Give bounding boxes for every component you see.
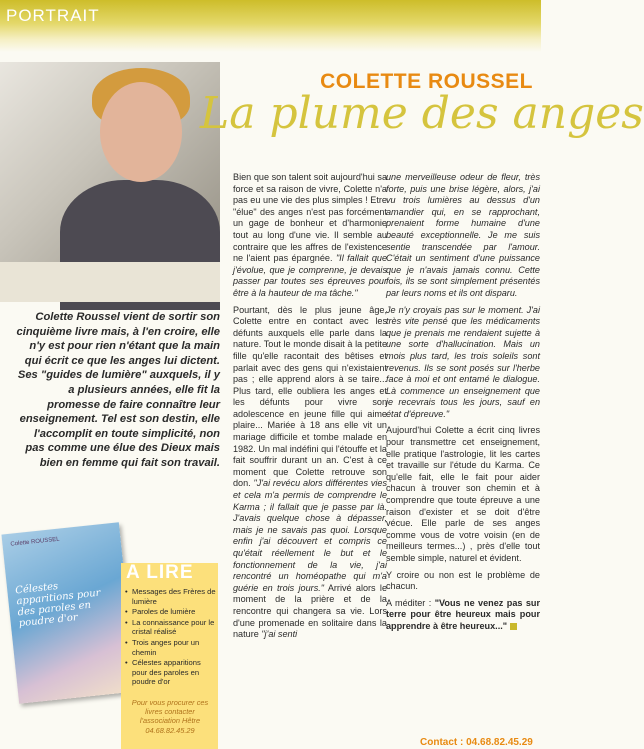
- book-cover: [1, 522, 136, 703]
- list-item: • Célestes apparitions pour des paroles en poudre d'or: [125, 658, 217, 687]
- quote: "j'ai senti: [261, 629, 298, 640]
- portrait-photo: [0, 62, 220, 294]
- article-subject-name: COLETTE ROUSSEL: [320, 70, 533, 93]
- end-mark: [510, 623, 517, 630]
- article-column-2: [386, 172, 540, 638]
- photo-table: [0, 262, 220, 302]
- quote-paragraph: Je n'y croyais pas sur le moment. J'ai très vite pensé que les médicaments que je prenais me rendaient sujette à une sorte d'hallucination. Mais un mois plus tard, les trois soleils sont revenus. Ils se sont posés sur l'herbe face à moi et ont entamé le dialogue. Là commence un enseignement que je recevrais tous les jours, sauf en état d'épreuve.": [386, 304, 540, 419]
- paragraph: A méditer : "Vous ne venez pas sur terre pour être heureux mais pour apprendre à être heureux...": [386, 597, 541, 631]
- reading-list-heading: A LIRE: [126, 562, 194, 583]
- quote-paragraph: une merveilleuse odeur de fleur, très forte, puis une brise légère, alors, j'ai vu trois lumières au dessus d'un amandier qui, en se rapprochant, prenaient forme humaine d'une beauté exceptionnelle. Je me suis sentie transcendée par l'amour. C'était un sentiment d'une puissance que je n'avais jamais connu. Cette fois, ils se sont simplement présentés par leurs noms et ils ont disparu.: [386, 172, 540, 298]
- reading-list-box: [121, 563, 218, 749]
- quote: "Il fallait que j'évolue, que je comprenne, je devais passer par toutes ses épreuves pour être à la hauteur de ma tâche.": [233, 253, 387, 298]
- list-item: • Messages des Frères de lumière: [125, 587, 217, 606]
- list-item: • Paroles de lumière: [125, 607, 217, 617]
- paragraph: Pourtant, dès le plus jeune âge, Colette entre en contact avec les défunts auxquels elle parle dans la nature. Tout le monde disait à la petite fille qu'elle racontait des bêtises et parlait avec des gens qui n'existaient pas ; elle apprend alors à se taire... Plus tard, elle oubliera les anges et les défunts pour vivre son adolescence en jeune fille qui aime plaire... Mariée à 18 ans elle vit un mariage difficile et tombe malade en 1982. Un mal indéfini qui l'étouffe et la fait souffrir durant un an. C'est à ce moment que Colette retrouve son don. "J'ai revécu alors différentes vies et cela m'a permis de comprendre le Karma ; il fallait que je passe par là. J'avais quelque chose à dépasser, mais je ne savais pas quoi. Lorsque enfin j'ai découvert et compris ce qu'était réellement le but et le fonctionnement de la vie, j'ai rencontré un homéopathe qui m'a guérie en trois jours." Arrivé alors le moment de la prière et de la rencontre qui changera sa vie. Lors d'une promenade en solitaire dans la nature "j'ai senti: [233, 304, 387, 640]
- contact-footer: Contact : 04.68.82.45.29: [420, 737, 533, 748]
- list-item: • La connaissance pour le cristal réalisé: [125, 618, 217, 637]
- article-title: La plume des anges: [200, 88, 644, 139]
- paragraph: Y croire ou non est le problème de chacun.: [386, 569, 540, 592]
- quote: "J'ai revécu alors différentes vies et cela m'a permis de comprendre le Karma ; il fallait que je passe par là. J'avais quelque chose à dépasser, mais je ne savais pas quoi. Lorsque enfin j'ai découvert et compris ce qu'était réellement le but et le fonctionnement de la vie, j'ai rencontré un homéopathe qui m'a guérie en trois jours.": [233, 478, 387, 593]
- article-lead: Colette Roussel vient de sortir son cinquième livre mais, à l'en croire, elle n'y est pour rien n'étant que la main qui écrit ce que les anges lui dictent. Ses "guides de lumière" auxquels, il y a plusieurs années, elle fit la promesse de faire connaître leur enseignement. Tel est son destin, elle l'accomplit en toute simplicité, non pas comme une élue des Dieux mais bien en femme qui fait son travail.: [16, 311, 220, 469]
- reading-list: [125, 587, 217, 688]
- section-label: PORTRAIT: [6, 6, 100, 25]
- book-author: Colette ROUSSEL: [10, 536, 60, 548]
- book-title: Célestes apparitions pour des paroles en poudre d'or: [14, 581, 102, 630]
- paragraph: Aujourd'hui Colette a écrit cinq livres pour transmettre cet enseignement, elle pratique l'astrologie, lit les cartes et travaille sur l'étude du Karma. Ce qu'elle fait, elle le fait pour aider chacun à trouver son chemin et à comprendre que toute épreuve a une raison d'exister et se doit d'être vécue. Elle parle de ses anges comme vous de votre voisin (en de meilleurs termes...) , près d'elle tout semble simple, naturel et évident.: [386, 425, 540, 563]
- paragraph: Bien que son talent soit aujourd'hui sa force et sa raison de vivre, Colette n'a pas eu une vie des plus simples ! Etre "élue" des anges n'est pas forcément un gage de bonheur et d'harmonie tout au long d'une vie. Il semble au contraire que les affres de l'existence ne l'aient pas épargnée. "Il fallait que j'évolue, que je comprenne, je devais passer par toutes ses épreuves pour être à la hauteur de ma tâche.": [233, 172, 387, 298]
- closing-quote: "Vous ne venez pas sur terre pour être heureux mais pour apprendre à être heureux...": [386, 597, 541, 631]
- photo-face: [100, 82, 182, 182]
- list-item: • Trois anges pour un chemin: [125, 638, 217, 657]
- article-column-1: [233, 172, 387, 646]
- reading-list-contact: Pour vous procurer ces livres contacter l'association Hêtre 04.68.82.45.29: [131, 698, 209, 735]
